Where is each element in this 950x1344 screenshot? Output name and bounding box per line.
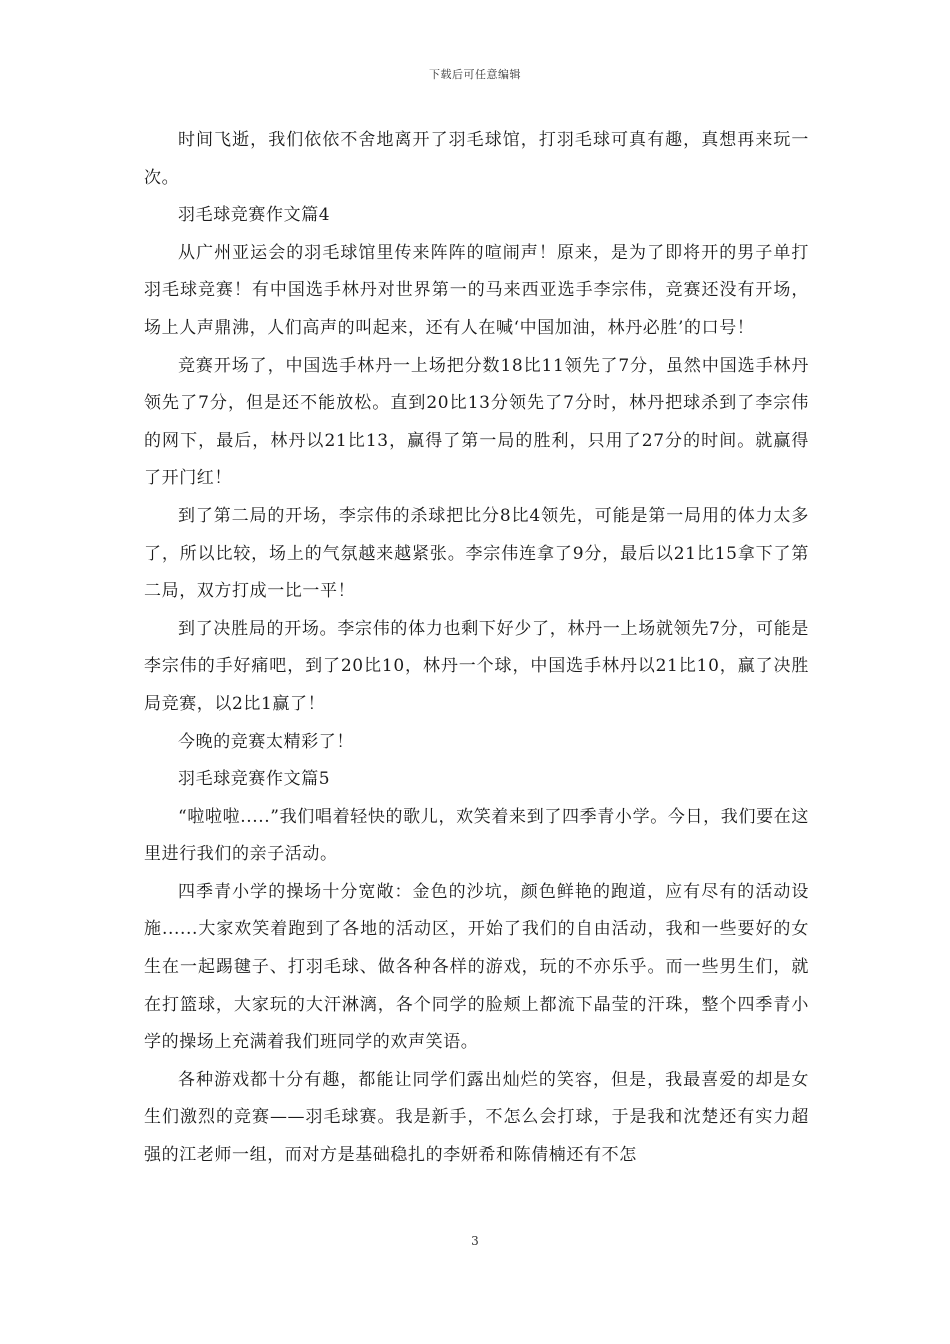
paragraph: 从广州亚运会的羽毛球馆里传来阵阵的喧闹声！原来，是为了即将开的男子单打羽毛球竞赛！有中国选手林丹对世界第一的马来西亚选手李宗伟，竞赛还没有开场，场上人声鼎沸，人们高声的叫起来，还有人在喊‘中国加油，林丹必胜’的口号！ <box>144 242 809 338</box>
section-heading: 羽毛球竞赛作文篇4 <box>178 205 331 226</box>
paragraph: 到了第二局的开场，李宗伟的杀球把比分8比4领先，可能是第一局用的体力太多了，所以比较，场上的气氛越来越紧张。李宗伟连拿了9分，最后以21比15拿下了第二局，双方打成一比一平！ <box>144 505 809 602</box>
paragraph: 各种游戏都十分有趣，都能让同学们露出灿烂的笑容，但是，我最喜爱的却是女生们激烈的竞赛——羽毛球赛。我是新手，不怎么会打球，于是我和沈楚还有实力超强的江老师一组，而对方是基础稳扎的李妍希和陈倩楠还有不怎 <box>144 1069 809 1166</box>
paragraph: 时间飞逝，我们依依不舍地离开了羽毛球馆，打羽毛球可真有趣，真想再来玩一次。 <box>144 130 809 188</box>
page-header: 下载后可任意编辑 <box>429 68 521 81</box>
paragraph: 今晚的竞赛太精彩了！ <box>178 731 354 752</box>
paragraph: “啦啦啦.....”我们唱着轻快的歌儿，欢笑着来到了四季青小学。今日，我们要在这里进行我们的亲子活动。 <box>144 806 809 865</box>
body-text <box>144 122 809 1175</box>
paragraph: 四季青小学的操场十分宽敞：金色的沙坑，颜色鲜艳的跑道，应有尽有的活动设施......大家欢笑着跑到了各地的活动区，开始了我们的自由活动，我和一些要好的女生在一起踢毽子、打羽毛球、做各种各样的游戏，玩的不亦乐乎。而一些男生们，就在打篮球，大家玩的大汗淋漓，各个同学的脸颊上都流下晶莹的汗珠，整个四季青小学的操场上充满着我们班同学的欢声笑语。 <box>144 881 809 1053</box>
section-heading: 羽毛球竞赛作文篇5 <box>178 769 331 790</box>
paragraph: 竞赛开场了，中国选手林丹一上场把分数18比11领先了7分，虽然中国选手林丹领先了7分，但是还不能放松。直到20比13分领先了7分时，林丹把球杀到了李宗伟的网下，最后，林丹以21比13，赢得了第一局的胜利，只用了27分的时间。就赢得了开门红！ <box>144 355 809 489</box>
paragraph: 到了决胜局的开场。李宗伟的体力也剩下好少了，林丹一上场就领先7分，可能是李宗伟的手好痛吧，到了20比10，林丹一个球，中国选手林丹以21比10，赢了决胜局竞赛，以2比1赢了！ <box>144 618 809 714</box>
page-number: 3 <box>471 1234 479 1248</box>
